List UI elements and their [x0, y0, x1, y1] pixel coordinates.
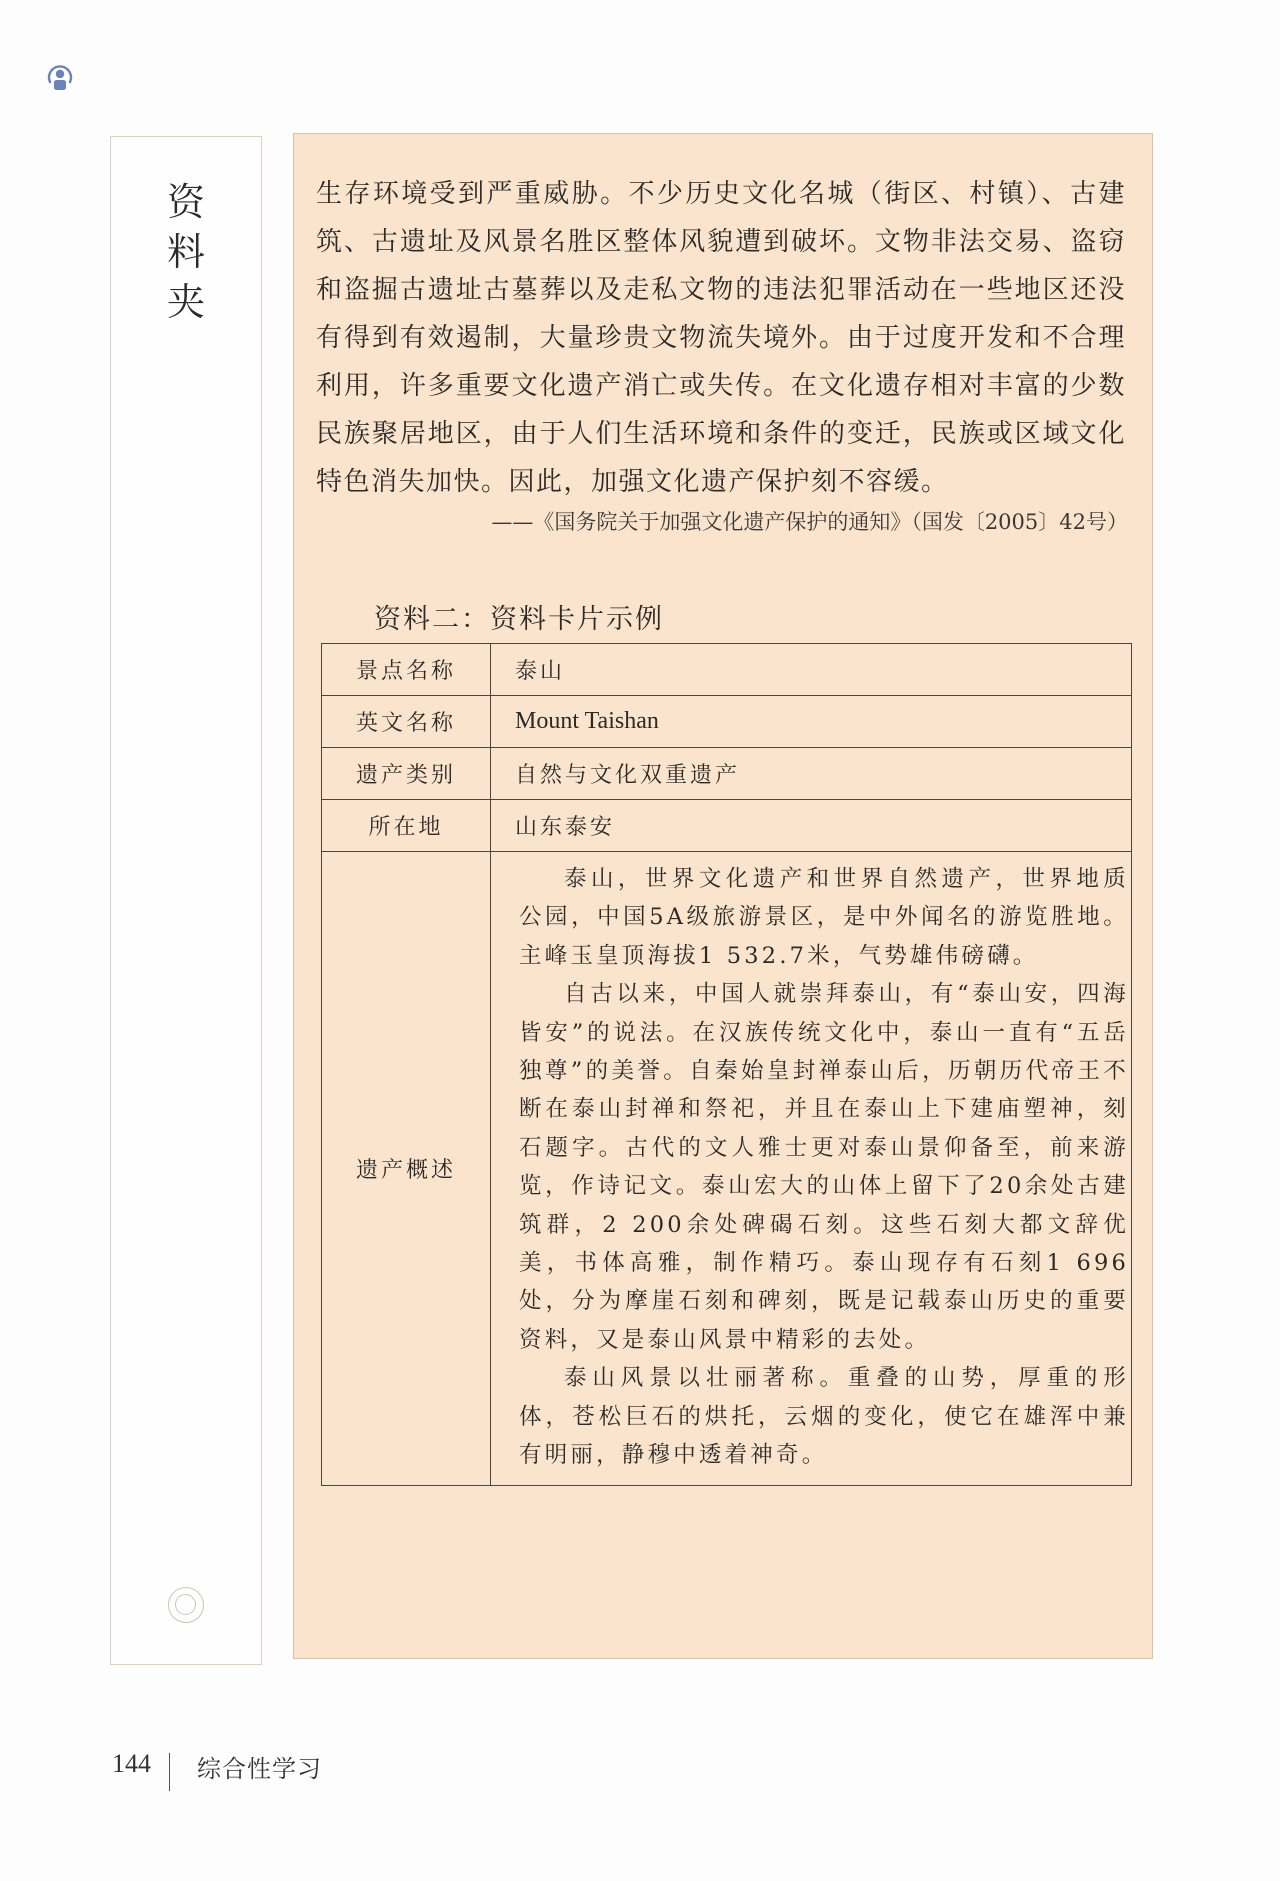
body-paragraph: 生存环境受到严重威胁。不少历史文化名城（街区、村镇）、古建筑、古遗址及风景名胜区整体风貌遭到破坏。文物非法交易、盗窃和盗掘古遗址古墓葬以及走私文物的违法犯罪活动在一些地区还没有得到有效遏制，大量珍贵文物流失境外。由于过度开发和不合理利用，许多重要文化遗产消亡或失传。在文化遗存相对丰富的少数民族聚居地区，由于人们生活环境和条件的变迁，民族或区域文化特色消失加快。因此，加强文化遗产保护刻不容缓。	[316, 179, 1126, 497]
table-row	[322, 696, 1132, 748]
row-label: 遗产概述	[322, 852, 491, 1486]
double-circle-icon	[168, 1587, 204, 1623]
sidebar-panel	[110, 136, 262, 1665]
description-paragraph: 自古以来，中国人就崇拜泰山，有“泰山安，四海皆安”的说法。在汉族传统文化中，泰山一直有“五岳独尊”的美誉。自秦始皇封禅泰山后，历朝历代帝王不断在泰山封禅和祭祀，并且在泰山上下建庙塑神，刻石题字。古代的文人雅士更对泰山景仰备至，前来游览，作诗记文。泰山宏大的山体上留下了20余处古建筑群，2 200余处碑碣石刻。这些石刻大都文辞优美，书体高雅，制作精巧。泰山现存有石刻1 696处，分为摩崖石刻和碑刻，既是记载泰山历史的重要资料，又是泰山风景中精彩的去处。	[519, 981, 1129, 1353]
row-value: Mount Taishan	[491, 696, 1132, 748]
table-row	[322, 748, 1132, 800]
description-cell	[491, 852, 1132, 1486]
sidebar-title-char: 料	[166, 230, 205, 274]
card-heading: 资料二：资料卡片示例	[374, 604, 664, 635]
info-card-table	[321, 643, 1132, 1486]
row-value: 山东泰安	[491, 800, 1132, 852]
sidebar-title-char: 资	[166, 180, 205, 224]
user-circle-icon	[45, 63, 75, 93]
sidebar-title	[111, 177, 261, 327]
section-title: 综合性学习	[197, 1755, 322, 1783]
row-label: 所在地	[322, 800, 491, 852]
description-paragraph: 泰山，世界文化遗产和世界自然遗产，世界地质公园，中国5A级旅游景区，是中外闻名的游览胜地。主峰玉皇顶海拔1 532.7米，气势雄伟磅礴。	[519, 866, 1129, 969]
footer-divider	[169, 1753, 170, 1791]
row-label: 景点名称	[322, 644, 491, 696]
table-row	[322, 800, 1132, 852]
row-value: 泰山	[491, 644, 1132, 696]
table-row	[322, 644, 1132, 696]
row-label: 遗产类别	[322, 748, 491, 800]
material-panel	[293, 133, 1153, 1659]
row-label: 英文名称	[322, 696, 491, 748]
citation: ——《国务院关于加强文化遗产保护的通知》（国发〔2005〕42号）	[491, 510, 1128, 534]
table-row-description	[322, 852, 1132, 1486]
row-value: 自然与文化双重遗产	[491, 748, 1132, 800]
page-number: 144	[112, 1749, 151, 1778]
description-paragraph: 泰山风景以壮丽著称。重叠的山势，厚重的形体，苍松巨石的烘托，云烟的变化，使它在雄浑中兼有明丽，静穆中透着神奇。	[519, 1365, 1129, 1469]
sidebar-title-char: 夹	[166, 280, 205, 324]
